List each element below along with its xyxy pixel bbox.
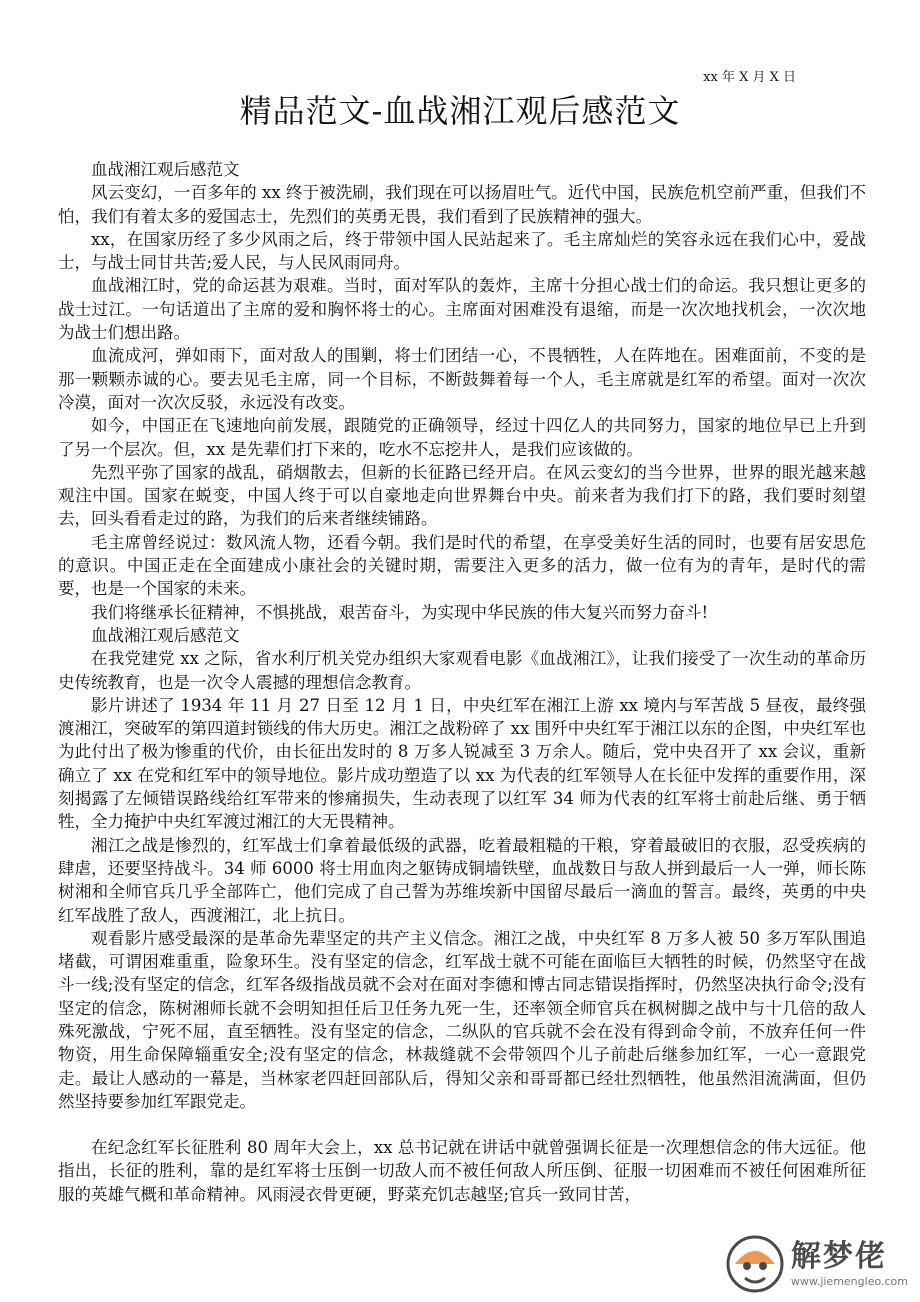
paragraph-gap	[58, 1113, 866, 1136]
document-body	[58, 158, 866, 1206]
watermark-text	[790, 1238, 908, 1288]
document-title: 精品范文-血战湘江观后感范文	[239, 92, 681, 130]
paragraph: 血战湘江时，党的命运甚为艰难。当时，面对军队的轰炸，主席十分担心战士们的命运。我只想让更多的战士过江。一句话道出了主席的爱和胸怀将士的心。主席面对困难没有退缩，而是一次次地找机会，一次次地为战士们想出路。	[58, 276, 866, 343]
paragraph: 湘江之战是惨烈的，红军战士们拿着最低级的武器，吃着最粗糙的干粮，穿着最破旧的衣服，忍受疾病的肆虐，还要坚持战斗。34 师 6000 将士用血肉之躯铸成铜墙铁壁，血战数日与敌人拼到最后一人一弹，师长陈树湘和全师官兵几乎全部阵亡，他们完成了自己誓为苏维埃新中国留尽最后一滴血的誓言。最终，英勇的中央红军战胜了敌人，西渡湘江，北上抗日。	[58, 835, 866, 925]
paragraph: 先烈平弥了国家的战乱，硝烟散去，但新的长征路已经开启。在风云变幻的当今世界，世界的眼光越来越观注中国。国家在蜕变，中国人终于可以自豪地走向世界舞台中央。前来者为我们打下的路，我们要时刻望去，回头看看走过的路，为我们的后来者继续铺路。	[58, 462, 866, 529]
paragraph: 如今，中国正在飞速地向前发展，跟随党的正确领导，经过十四亿人的共同努力，国家的地位早已上升到了另一个层次。但，xx 是先辈们打下来的，吃水不忘挖井人，是我们应该做的。	[58, 416, 866, 459]
watermark-logo-icon	[725, 1234, 785, 1294]
paragraph: 毛主席曾经说过：数风流人物，还看今朝。我们是时代的希望，在享受美好生活的同时，也要有居安思危的意识。中国正走在全面建成小康社会的关键时期，需要注入更多的活力，做一位有为的青年，是时代的需要，也是一个国家的未来。	[58, 532, 866, 599]
paragraph: 影片讲述了 1934 年 11 月 27 日至 12 月 1 日，中央红军在湘江上游 xx 境内与军苦战 5 昼夜，最终强渡湘江，突破军的第四道封锁线的伟大历史。湘江之战粉碎了 xx 围歼中央红军于湘江以东的企图，中央红军也为此付出了极为惨重的代价，由长征出发时的 8 万多人锐减至 3 万余人。随后，党中央召开了 xx 会议，重新确立了 xx 在党和红军中的领导地位。影片成功塑造了以 xx 为代表的红军领导人在长征中发挥的重要作用，深刻揭露了左倾错误路线给红军带来的惨痛损失，生动表现了以红军 34 师为代表的红军将士前赴后继、勇于牺牲，全力掩护中央红军渡过湘江的大无畏精神。	[58, 695, 866, 832]
paragraph: 在纪念红军长征胜利 80 周年大会上，xx 总书记就在讲话中就曾强调长征是一次理想信念的伟大远征。他指出，长征的胜利，靠的是红军将士压倒一切敌人而不被任何敌人所压倒、征服一切困难而不被任何困难所征服的英雄气概和革命精神。风雨浸衣骨更硬，野菜充饥志越坚;官兵一致同甘苦，	[58, 1138, 866, 1204]
watermark-name: 解梦佬	[790, 1238, 887, 1274]
paragraph: 血流成河，弹如雨下，面对敌人的围剿，将士们团结一心，不畏牺牲，人在阵地在。困难面前，不变的是那一颗颗赤诚的心。要去见毛主席，同一个目标，不断鼓舞着每一个人，毛主席就是红军的希望。面对一次次冷漠，面对一次次反驳，永远没有改变。	[58, 346, 866, 412]
paragraph: 我们将继承长征精神，不惧挑战，艰苦奋斗，为实现中华民族的伟大复兴而努力奋斗!	[91, 602, 709, 622]
paragraph: xx，在国家历经了多少风雨之后，终于带领中国人民站起来了。毛主席灿烂的笑容永远在我们心中，爱战士，与战士同甘共苦;爱人民，与人民风雨同舟。	[58, 229, 866, 273]
document-date: xx 年 X 月 X 日	[703, 70, 796, 85]
watermark-url: www.jiemengleo.com	[790, 1274, 908, 1288]
section-heading: 血战湘江观后感范文	[91, 625, 240, 645]
paragraph: 风云变幻，一百多年的 xx 终于被洗刷，我们现在可以扬眉吐气。近代中国，民族危机空前严重，但我们不怕，我们有着太多的爱国志士，先烈们的英勇无畏，我们看到了民族精神的强大。	[58, 183, 866, 226]
watermark	[725, 1234, 908, 1294]
section-heading: 血战湘江观后感范文	[91, 160, 240, 179]
paragraph: 在我党建党 xx 之际，省水利厅机关党办组织大家观看电影《血战湘江》，让我们接受了一次生动的革命历史传统教育，也是一次令人震撼的理想信念教育。	[58, 649, 866, 692]
paragraph: 观看影片感受最深的是革命先辈坚定的共产主义信念。湘江之战，中央红军 8 万多人被 50 多万军队围追堵截，可谓困难重重，险象环生。没有坚定的信念，红军战士就不可能在面临巨大牺牲的时候，仍然坚守在战斗一线;没有坚定的信念，红军各级指战员就不会对在面对李德和博古同志错误指挥时，仍然坚决执行命令;没有坚定的信念，陈树湘师长就不会明知担任后卫任务九死一生，还率领全师官兵在枫树脚之战中与十几倍的敌人殊死激战，宁死不屈，直至牺牲。没有坚定的信念，二纵队的官兵就不会在没有得到命令前，不放弃任何一件物资，用生命保障辎重安全;没有坚定的信念，林裁缝就不会带领四个儿子前赴后继参加红军，一心一意跟党走。最让人感动的一幕是，当林家老四赶回部队后，得知父亲和哥哥都已经壮烈牺牲，他虽然泪流满面，但仍然坚持要参加红军跟党走。	[58, 928, 866, 1111]
